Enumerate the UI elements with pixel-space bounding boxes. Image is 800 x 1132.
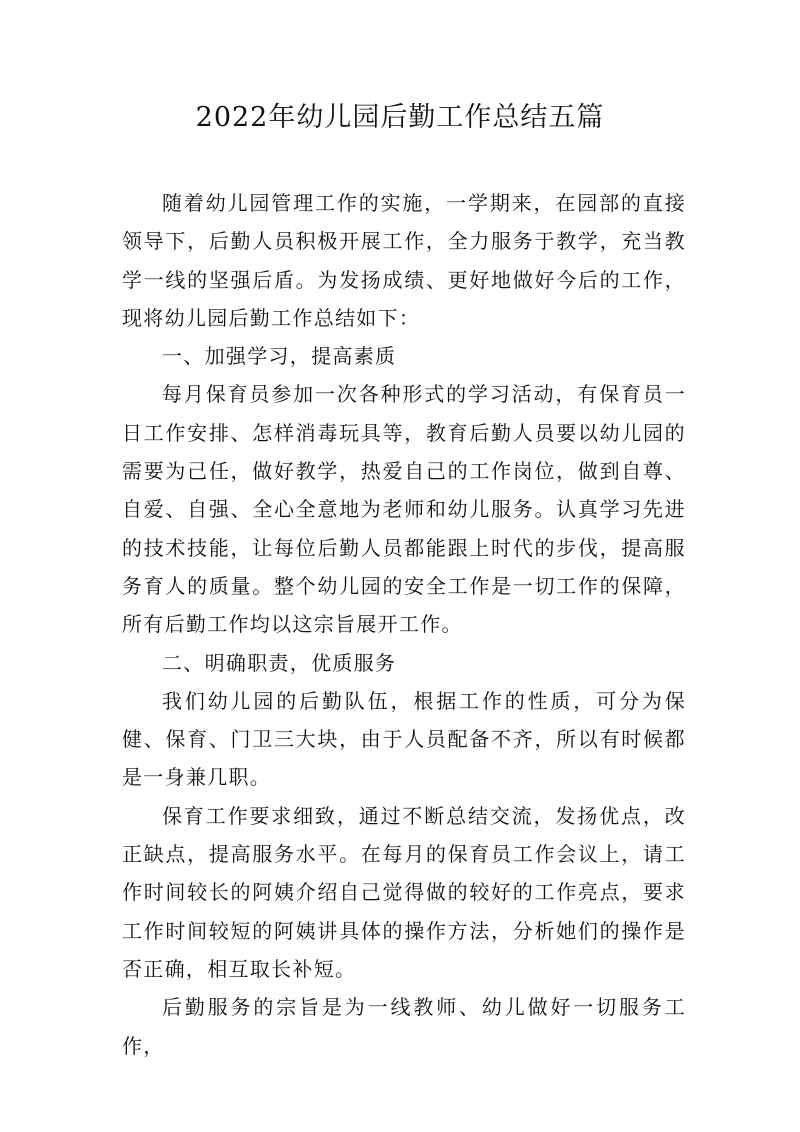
paragraph-intro: 随着幼儿园管理工作的实施，一学期来，在园部的直接领导下，后勤人员积极开展工作，全力服务于教学，充当教学一线的坚强后盾。为发扬成绩、更好地做好今后的工作，现将幼儿园后勤工作总结如下： [122,191,686,330]
document-title: 2022年幼儿园后勤工作总结五篇 [195,102,605,133]
document-body [122,184,686,1065]
paragraph-section-2b: 保育工作要求细致，通过不断总结交流，发扬优点，改正缺点，提高服务水平。在每月的保育员工作会议上，请工作时间较长的阿姨介绍自己觉得做的较好的工作亮点，要求工作时间较短的阿姨讲具体的操作方法，分析她们的操作是否正确，相互取长补短。 [122,803,686,981]
section-heading-2: 二、明确职责，优质服务 [162,650,397,675]
paragraph-section-2c: 后勤服务的宗旨是为一线教师、幼儿做好一切服务工作， [122,995,686,1058]
paragraph-section-2a: 我们幼儿园的后勤队伍，根据工作的性质，可分为保健、保育、门卫三大块，由于人员配备不齐，所以有时候都是一身兼几职。 [122,688,686,790]
paragraph-section-1: 每月保育员参加一次各种形式的学习活动，有保育员一日工作安排、怎样消毒玩具等，教育后勤人员要以幼儿园的需要为己任，做好教学，热爱自己的工作岗位，做到自尊、自爱、自强、全心全意地为老师和幼儿服务。认真学习先进的技术技能，让每位后勤人员都能跟上时代的步伐，提高服务育人的质量。整个幼儿园的安全工作是一切工作的保障，所有后勤工作均以这宗旨展开工作。 [122,382,686,637]
section-heading-1: 一、加强学习，提高素质 [162,344,397,369]
